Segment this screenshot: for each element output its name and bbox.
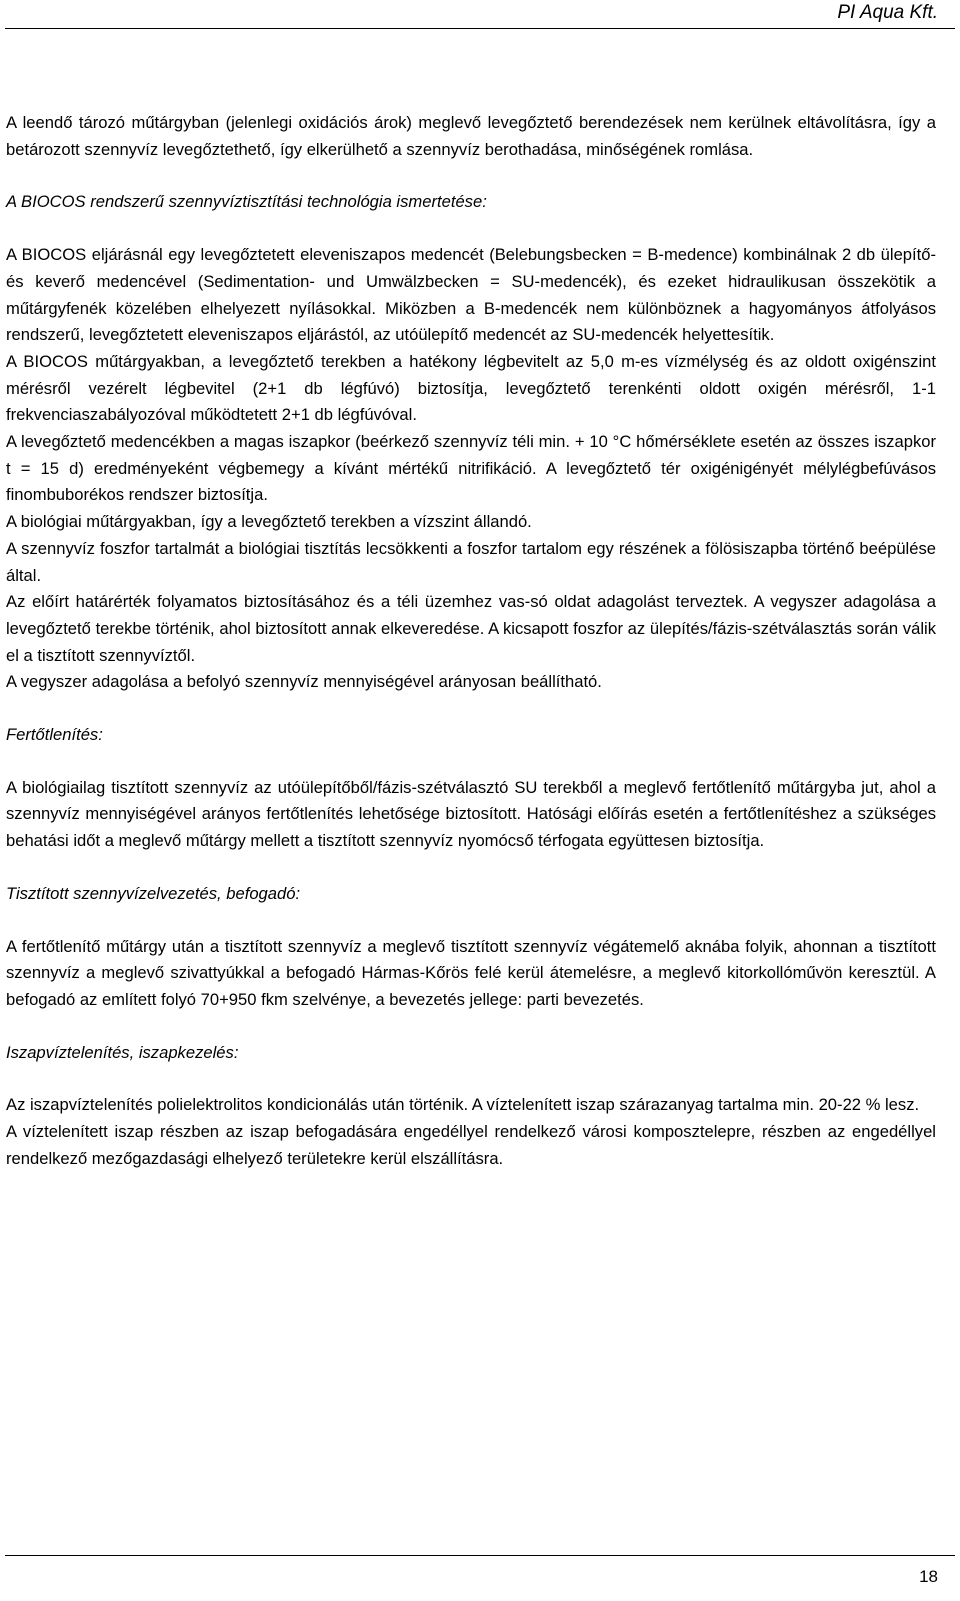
paragraph: A levegőztető medencékben a magas iszapkor (beérkező szennyvíz téli min. + 10 °C hőmérséklete esetén az összes iszapkor t = 15 d) eredményeként végbemegy a kívánt mértékű nitrifikáció. A levegőztető tér oxigénigényét mélylégbefúvásos finombuborékos rendszer biztosítja. (6, 432, 936, 505)
company-name: PI Aqua Kft. (837, 2, 938, 23)
section-heading-biocos: A BIOCOS rendszerű szennyvíztisztítási technológia ismertetése: (6, 192, 487, 212)
paragraph: Az előírt határérték folyamatos biztosításához és a téli üzemhez vas-só oldat adagolást terveztek. A vegyszer adagolása a levegőztető terekbe történik, ahol biztosított annak elkeveredése. A kicsapott foszfor az ülepítés/fázis-szétválasztás során válik el a tisztított szennyvíztől. (6, 592, 936, 665)
paragraph: A szennyvíz foszfor tartalmát a biológiai tisztítás lecsökkenti a foszfor tartalom egy részének a fölösiszapba történő beépülése által. (6, 538, 936, 585)
paragraph: A fertőtlenítő műtárgy után a tisztított szennyvíz a meglevő tisztított szennyvíz végátemelő aknába folyik, ahonnan a tisztított szennyvíz a meglevő szivattyúkkal a befogadó Hármas-Kőrös felé kerül átemelésre, a meglevő kitorkollóművön keresztül. A befogadó az említett folyó 70+950 fkm szelvénye, a bevezetés jellege: parti bevezetés. (6, 936, 936, 1009)
page-header (0, 0, 960, 24)
paragraph: A biológiai műtárgyakban, így a levegőztető terekben a vízszint állandó. (6, 512, 532, 532)
section-heading-sludge: Iszapvíztelenítés, iszapkezelés: (6, 1042, 239, 1062)
paragraph: Az iszapvíztelenítés polielektrolitos kondicionálás után történik. A víztelenített iszap szárazanyag tartalma min. 20-22 % lesz. (6, 1095, 920, 1115)
paragraph: A vegyszer adagolása a befolyó szennyvíz mennyiségével arányosan beállítható. (6, 672, 602, 692)
page-number: 18 (919, 1567, 938, 1586)
section-heading-disinfection: Fertőtlenítés: (6, 725, 103, 745)
paragraph: A BIOCOS műtárgyakban, a levegőztető terekben a hatékony légbevitelt az 5,0 m-es vízmélység és az oldott oxigénszint mérésről vezérelt légbevitel (2+1 db légfúvó) biztosítja, levegőztető terenkénti oldott oxigén mérésről, 1-1 frekvenciaszabályozóval működtetett 2+1 db légfúvóval. (6, 351, 936, 425)
document-body (6, 110, 936, 1173)
paragraph: A BIOCOS eljárásnál egy levegőztetett eleveniszapos medencét (Belebungsbecken = B-medence) kombinálnak 2 db ülepítő- és keverő medencével (Sedimentation- und Umwälzbecken = SU-medencék), és ezeket hidraulikusan összekötik a műtárgyfenék közelében elhelyezett nyílásokkal. Miközben a B-medencék nem különböznek a hagyományos átfolyásos rendszerű, levegőztetett eleveniszapos eljárástól, az utóülepítő medencét az SU-medencék helyettesítik. (6, 245, 936, 345)
header-divider (5, 28, 955, 29)
paragraph: A leendő tározó műtárgyban (jelenlegi oxidációs árok) meglevő levegőztető berendezések nem kerülnek eltávolításra, így a betározott szennyvíz levegőztethető, így elkerülhető a szennyvíz berothadása, minőségének romlása. (6, 113, 936, 159)
paragraph: A biológiailag tisztított szennyvíz az utóülepítőből/fázis-szétválasztó SU terekből a meglevő fertőtlenítő műtárgyba jut, ahol a szennyvíz mennyiségével arányos fertőtlenítés lehetősége biztosított. Hatósági előírás esetén a fertőtlenítéshez a szükséges behatási időt a meglevő műtárgy mellett a tisztított szennyvíz nyomócső térfogata együttesen biztosítja. (6, 777, 936, 851)
footer-divider (5, 1555, 955, 1556)
section-heading-effluent: Tisztított szennyvízelvezetés, befogadó: (6, 883, 301, 903)
paragraph: A víztelenített iszap részben az iszap befogadására engedéllyel rendelkező városi komposztelepre, részben az engedéllyel rendelkező mezőgazdasági elhelyező területekre kerül elszállításra. (6, 1122, 936, 1168)
